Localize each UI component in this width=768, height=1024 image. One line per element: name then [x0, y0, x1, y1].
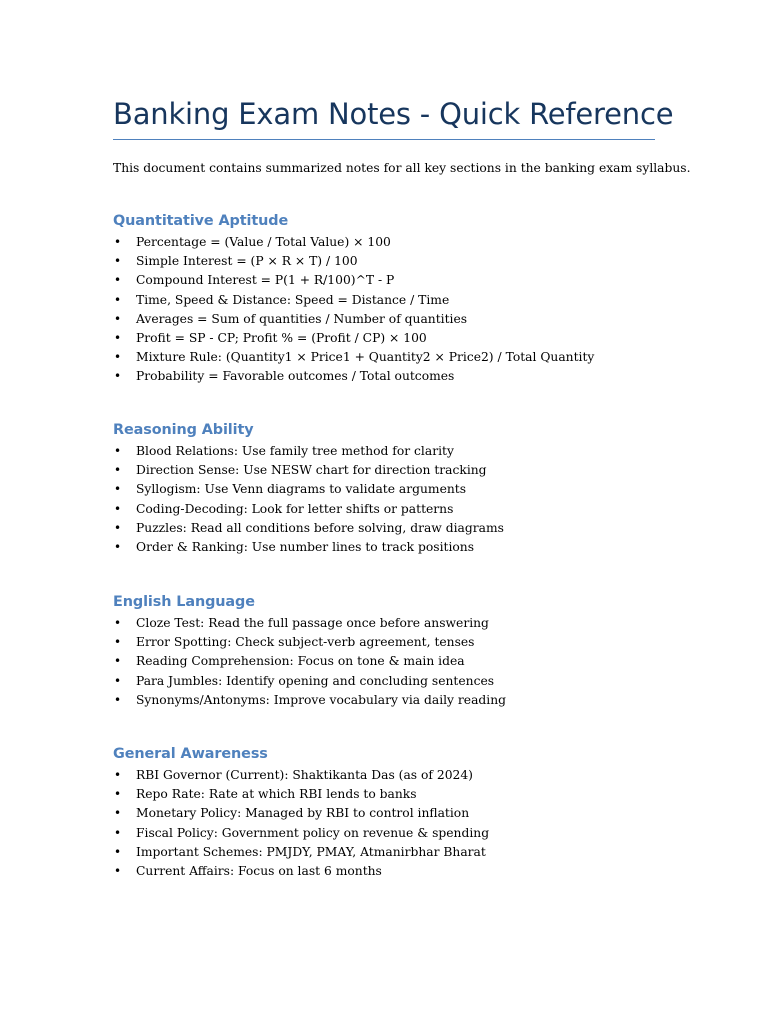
bullet-icon: • — [114, 311, 122, 326]
section-general-awareness — [113, 743, 673, 881]
list-item-text: Coding-Decoding: Look for letter shifts or patterns — [136, 501, 454, 516]
bullet-icon: • — [114, 369, 122, 384]
list-item — [113, 291, 673, 310]
list-item — [113, 480, 673, 499]
bullet-list — [113, 766, 673, 881]
list-item-text: RBI Governor (Current): Shaktikanta Das (as of 2024) — [136, 768, 473, 782]
bullet-icon: • — [114, 825, 122, 840]
section-heading: Quantitative Aptitude — [113, 213, 289, 229]
list-item-text: Simple Interest = (P × R × T) / 100 — [136, 254, 358, 269]
list-item — [113, 672, 673, 691]
list-item-text: Important Schemes: PMJDY, PMAY, Atmanirbhar Bharat — [136, 844, 486, 859]
list-item — [113, 862, 673, 881]
list-item-text: Puzzles: Read all conditions before solving, draw diagrams — [136, 520, 504, 535]
list-item — [113, 652, 673, 671]
list-item — [113, 519, 673, 538]
list-item-text: Cloze Test: Read the full passage once before answering — [136, 616, 489, 630]
bullet-icon: • — [114, 330, 122, 345]
list-item-text: Fiscal Policy: Government policy on revenue & spending — [136, 825, 490, 840]
list-item-text: Syllogism: Use Venn diagrams to validate arguments — [136, 482, 467, 497]
list-item-text: Mixture Rule: (Quantity1 × Price1 + Quantity2 × Price2) / Total Quantity — [136, 350, 595, 365]
bullet-icon: • — [114, 501, 122, 516]
list-item — [113, 538, 673, 557]
list-item — [113, 329, 673, 348]
intro-paragraph: This document contains summarized notes for all key sections in the banking exam syllabus. — [113, 161, 691, 175]
list-item — [113, 348, 673, 367]
bullet-list — [113, 614, 673, 710]
bullet-icon: • — [114, 863, 122, 878]
bullet-icon: • — [114, 463, 122, 478]
list-item-text: Synonyms/Antonyms: Improve vocabulary via daily reading — [136, 692, 506, 707]
list-item-text: Time, Speed & Distance: Speed = Distance / Time — [136, 292, 450, 307]
bullet-icon: • — [114, 482, 122, 497]
bullet-icon: • — [114, 520, 122, 535]
list-item-text: Current Affairs: Focus on last 6 months — [136, 863, 382, 878]
title-underline — [113, 139, 655, 140]
section-english-language — [113, 591, 673, 710]
bullet-icon: • — [114, 235, 122, 249]
bullet-icon: • — [114, 254, 122, 269]
bullet-icon: • — [114, 292, 122, 307]
section-heading: English Language — [113, 594, 255, 610]
list-item — [113, 766, 673, 785]
page-title: Banking Exam Notes - Quick Reference — [113, 97, 674, 131]
list-item — [113, 271, 673, 290]
list-item — [113, 252, 673, 271]
bullet-list — [113, 233, 673, 387]
bullet-icon: • — [114, 350, 122, 365]
bullet-icon: • — [114, 806, 122, 821]
list-item-text: Blood Relations: Use family tree method for clarity — [136, 444, 454, 458]
bullet-icon: • — [114, 616, 122, 630]
list-item — [113, 633, 673, 652]
list-item — [113, 500, 673, 519]
list-item-text: Direction Sense: Use NESW chart for direction tracking — [136, 463, 487, 478]
list-item — [113, 367, 673, 386]
list-item-text: Error Spotting: Check subject-verb agreement, tenses — [136, 635, 475, 650]
bullet-icon: • — [114, 673, 122, 688]
list-item — [113, 804, 673, 823]
list-item — [113, 310, 673, 329]
section-heading: Reasoning Ability — [113, 422, 254, 438]
list-item — [113, 614, 673, 633]
bullet-icon: • — [114, 635, 122, 650]
bullet-icon: • — [114, 444, 122, 458]
list-item — [113, 843, 673, 862]
list-item — [113, 824, 673, 843]
list-item-text: Averages = Sum of quantities / Number of quantities — [136, 311, 468, 326]
section-reasoning-ability — [113, 419, 673, 557]
bullet-list — [113, 442, 673, 557]
section-quantitative-aptitude — [113, 210, 673, 387]
list-item — [113, 233, 673, 252]
list-item-text: Order & Ranking: Use number lines to track positions — [136, 539, 475, 554]
list-item-text: Profit = SP - CP; Profit % = (Profit / CP) × 100 — [136, 330, 427, 345]
list-item-text: Percentage = (Value / Total Value) × 100 — [136, 235, 391, 249]
bullet-icon: • — [114, 844, 122, 859]
bullet-icon: • — [114, 692, 122, 707]
bullet-icon: • — [114, 768, 122, 782]
list-item — [113, 785, 673, 804]
list-item-text: Probability = Favorable outcomes / Total outcomes — [136, 369, 455, 384]
list-item-text: Compound Interest = P(1 + R/100)^T - P — [136, 273, 395, 288]
list-item — [113, 442, 673, 461]
bullet-icon: • — [114, 787, 122, 802]
list-item — [113, 461, 673, 480]
list-item — [113, 691, 673, 710]
bullet-icon: • — [114, 654, 122, 669]
list-item-text: Para Jumbles: Identify opening and concluding sentences — [136, 673, 495, 688]
bullet-icon: • — [114, 273, 122, 288]
list-item-text: Reading Comprehension: Focus on tone & main idea — [136, 654, 465, 669]
list-item-text: Repo Rate: Rate at which RBI lends to banks — [136, 787, 417, 802]
list-item-text: Monetary Policy: Managed by RBI to control inflation — [136, 806, 470, 821]
section-heading: General Awareness — [113, 746, 268, 762]
bullet-icon: • — [114, 539, 122, 554]
